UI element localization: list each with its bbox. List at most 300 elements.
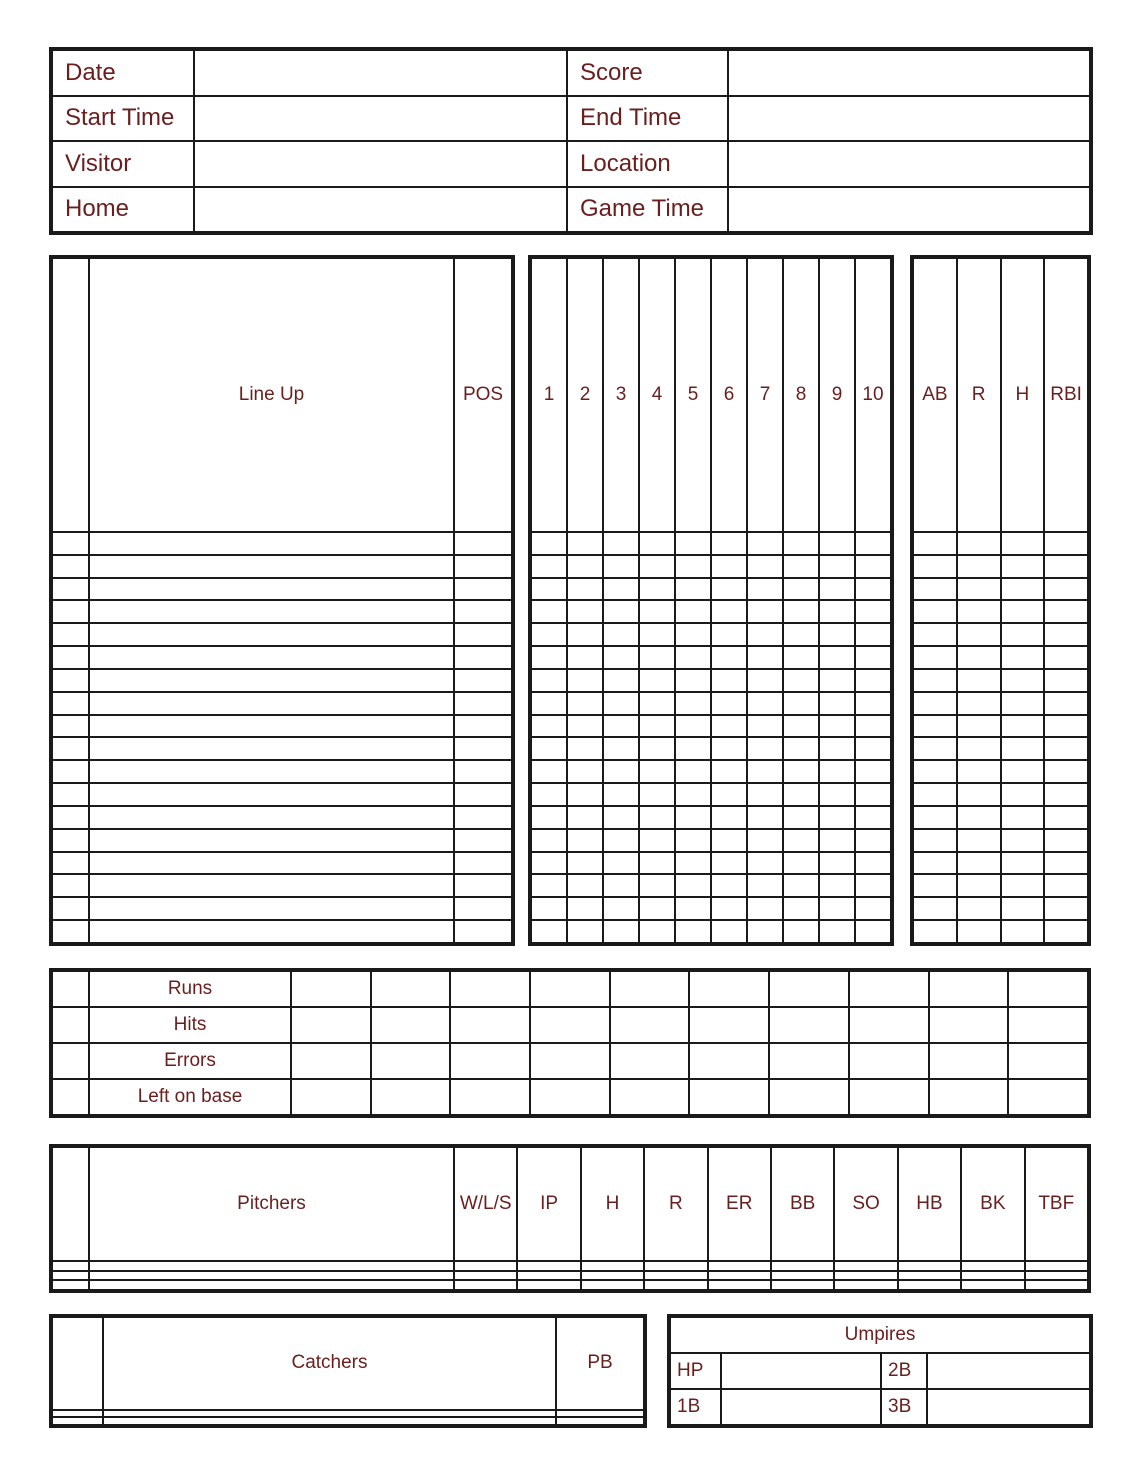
- at-bat-cell[interactable]: [711, 829, 747, 852]
- position-field[interactable]: [454, 715, 512, 738]
- totals-inning-cell[interactable]: [769, 1043, 849, 1079]
- at-bat-cell[interactable]: [675, 897, 711, 920]
- pitcher-name-field[interactable]: [89, 1280, 454, 1290]
- stat-cell[interactable]: [957, 600, 1001, 623]
- stat-cell[interactable]: [913, 715, 957, 738]
- pitching-stat-cell[interactable]: [581, 1280, 644, 1290]
- pitching-stat-cell[interactable]: [771, 1271, 834, 1281]
- totals-inning-cell[interactable]: [929, 1043, 1009, 1079]
- player-name-field[interactable]: [89, 874, 454, 897]
- at-bat-cell[interactable]: [567, 737, 603, 760]
- batting-order-cell[interactable]: [52, 897, 89, 920]
- at-bat-cell[interactable]: [531, 874, 567, 897]
- at-bat-cell[interactable]: [711, 669, 747, 692]
- at-bat-cell[interactable]: [855, 555, 891, 578]
- at-bat-cell[interactable]: [783, 646, 819, 669]
- at-bat-cell[interactable]: [603, 897, 639, 920]
- position-field[interactable]: [454, 669, 512, 692]
- at-bat-cell[interactable]: [747, 600, 783, 623]
- stat-cell[interactable]: [1001, 692, 1045, 715]
- at-bat-cell[interactable]: [819, 578, 855, 601]
- pitching-stat-cell[interactable]: [898, 1261, 961, 1271]
- player-name-field[interactable]: [89, 600, 454, 623]
- pitching-stat-cell[interactable]: [581, 1261, 644, 1271]
- at-bat-cell[interactable]: [711, 806, 747, 829]
- position-field[interactable]: [454, 646, 512, 669]
- at-bat-cell[interactable]: [531, 829, 567, 852]
- at-bat-cell[interactable]: [747, 760, 783, 783]
- at-bat-cell[interactable]: [567, 874, 603, 897]
- totals-inning-cell[interactable]: [371, 971, 451, 1007]
- at-bat-cell[interactable]: [675, 783, 711, 806]
- at-bat-cell[interactable]: [567, 829, 603, 852]
- at-bat-cell[interactable]: [711, 897, 747, 920]
- totals-team-cell[interactable]: [52, 971, 89, 1007]
- pitcher-number-cell[interactable]: [52, 1261, 89, 1271]
- at-bat-cell[interactable]: [711, 578, 747, 601]
- at-bat-cell[interactable]: [531, 646, 567, 669]
- at-bat-cell[interactable]: [639, 600, 675, 623]
- at-bat-cell[interactable]: [639, 646, 675, 669]
- pitching-stat-cell[interactable]: [1025, 1280, 1088, 1290]
- stat-cell[interactable]: [1044, 578, 1088, 601]
- stat-cell[interactable]: [957, 715, 1001, 738]
- stat-cell[interactable]: [913, 555, 957, 578]
- game-info-value-field[interactable]: [728, 187, 1090, 233]
- at-bat-cell[interactable]: [531, 897, 567, 920]
- at-bat-cell[interactable]: [747, 920, 783, 943]
- stat-cell[interactable]: [1001, 600, 1045, 623]
- at-bat-cell[interactable]: [819, 715, 855, 738]
- at-bat-cell[interactable]: [639, 806, 675, 829]
- pitching-stat-cell[interactable]: [517, 1261, 580, 1271]
- stat-cell[interactable]: [957, 920, 1001, 943]
- at-bat-cell[interactable]: [603, 623, 639, 646]
- player-name-field[interactable]: [89, 760, 454, 783]
- totals-inning-cell[interactable]: [450, 1043, 530, 1079]
- totals-inning-cell[interactable]: [849, 1043, 929, 1079]
- totals-inning-cell[interactable]: [849, 971, 929, 1007]
- pitching-stat-cell[interactable]: [708, 1261, 771, 1271]
- stat-cell[interactable]: [1001, 669, 1045, 692]
- at-bat-cell[interactable]: [675, 646, 711, 669]
- at-bat-cell[interactable]: [711, 852, 747, 875]
- totals-team-cell[interactable]: [52, 1043, 89, 1079]
- at-bat-cell[interactable]: [675, 578, 711, 601]
- at-bat-cell[interactable]: [639, 669, 675, 692]
- at-bat-cell[interactable]: [711, 737, 747, 760]
- at-bat-cell[interactable]: [855, 783, 891, 806]
- stat-cell[interactable]: [913, 852, 957, 875]
- at-bat-cell[interactable]: [819, 829, 855, 852]
- stat-cell[interactable]: [1001, 578, 1045, 601]
- at-bat-cell[interactable]: [567, 623, 603, 646]
- pitching-stat-cell[interactable]: [517, 1280, 580, 1290]
- pitching-stat-cell[interactable]: [454, 1261, 517, 1271]
- batting-order-cell[interactable]: [52, 783, 89, 806]
- player-name-field[interactable]: [89, 715, 454, 738]
- at-bat-cell[interactable]: [567, 920, 603, 943]
- totals-inning-cell[interactable]: [929, 1007, 1009, 1043]
- at-bat-cell[interactable]: [675, 692, 711, 715]
- at-bat-cell[interactable]: [603, 874, 639, 897]
- batting-order-cell[interactable]: [52, 555, 89, 578]
- stat-cell[interactable]: [1044, 760, 1088, 783]
- at-bat-cell[interactable]: [747, 829, 783, 852]
- stat-cell[interactable]: [1044, 806, 1088, 829]
- at-bat-cell[interactable]: [855, 692, 891, 715]
- stat-cell[interactable]: [1044, 920, 1088, 943]
- player-name-field[interactable]: [89, 897, 454, 920]
- totals-inning-cell[interactable]: [530, 1043, 610, 1079]
- player-name-field[interactable]: [89, 829, 454, 852]
- stat-cell[interactable]: [1001, 555, 1045, 578]
- at-bat-cell[interactable]: [603, 555, 639, 578]
- at-bat-cell[interactable]: [855, 897, 891, 920]
- position-field[interactable]: [454, 806, 512, 829]
- pitching-stat-cell[interactable]: [961, 1271, 1024, 1281]
- at-bat-cell[interactable]: [603, 852, 639, 875]
- pitching-stat-cell[interactable]: [961, 1261, 1024, 1271]
- game-info-value-field[interactable]: [728, 96, 1090, 142]
- at-bat-cell[interactable]: [855, 623, 891, 646]
- totals-inning-cell[interactable]: [1008, 1043, 1088, 1079]
- stat-cell[interactable]: [913, 897, 957, 920]
- stat-cell[interactable]: [957, 555, 1001, 578]
- at-bat-cell[interactable]: [783, 897, 819, 920]
- at-bat-cell[interactable]: [567, 692, 603, 715]
- at-bat-cell[interactable]: [783, 669, 819, 692]
- at-bat-cell[interactable]: [639, 897, 675, 920]
- passed-ball-field[interactable]: [556, 1410, 644, 1418]
- at-bat-cell[interactable]: [747, 646, 783, 669]
- totals-inning-cell[interactable]: [1008, 1007, 1088, 1043]
- at-bat-cell[interactable]: [531, 600, 567, 623]
- at-bat-cell[interactable]: [675, 920, 711, 943]
- stat-cell[interactable]: [957, 737, 1001, 760]
- at-bat-cell[interactable]: [531, 806, 567, 829]
- at-bat-cell[interactable]: [711, 692, 747, 715]
- at-bat-cell[interactable]: [855, 715, 891, 738]
- stat-cell[interactable]: [1044, 852, 1088, 875]
- stat-cell[interactable]: [1001, 532, 1045, 555]
- stat-cell[interactable]: [913, 737, 957, 760]
- at-bat-cell[interactable]: [855, 669, 891, 692]
- at-bat-cell[interactable]: [747, 737, 783, 760]
- at-bat-cell[interactable]: [531, 760, 567, 783]
- stat-cell[interactable]: [913, 760, 957, 783]
- at-bat-cell[interactable]: [567, 600, 603, 623]
- stat-cell[interactable]: [1001, 920, 1045, 943]
- player-name-field[interactable]: [89, 920, 454, 943]
- at-bat-cell[interactable]: [639, 760, 675, 783]
- at-bat-cell[interactable]: [855, 806, 891, 829]
- totals-inning-cell[interactable]: [291, 1007, 371, 1043]
- at-bat-cell[interactable]: [567, 852, 603, 875]
- at-bat-cell[interactable]: [819, 646, 855, 669]
- totals-inning-cell[interactable]: [371, 1079, 451, 1115]
- at-bat-cell[interactable]: [639, 623, 675, 646]
- at-bat-cell[interactable]: [783, 852, 819, 875]
- batting-order-cell[interactable]: [52, 874, 89, 897]
- stat-cell[interactable]: [1044, 692, 1088, 715]
- at-bat-cell[interactable]: [567, 897, 603, 920]
- game-info-value-field[interactable]: [194, 141, 567, 187]
- totals-inning-cell[interactable]: [371, 1043, 451, 1079]
- at-bat-cell[interactable]: [675, 532, 711, 555]
- at-bat-cell[interactable]: [855, 737, 891, 760]
- at-bat-cell[interactable]: [531, 692, 567, 715]
- at-bat-cell[interactable]: [711, 555, 747, 578]
- player-name-field[interactable]: [89, 783, 454, 806]
- player-name-field[interactable]: [89, 669, 454, 692]
- at-bat-cell[interactable]: [639, 737, 675, 760]
- at-bat-cell[interactable]: [783, 874, 819, 897]
- at-bat-cell[interactable]: [639, 852, 675, 875]
- at-bat-cell[interactable]: [603, 920, 639, 943]
- at-bat-cell[interactable]: [747, 897, 783, 920]
- pitcher-name-field[interactable]: [89, 1271, 454, 1281]
- stat-cell[interactable]: [913, 623, 957, 646]
- player-name-field[interactable]: [89, 692, 454, 715]
- stat-cell[interactable]: [913, 692, 957, 715]
- position-field[interactable]: [454, 829, 512, 852]
- position-field[interactable]: [454, 874, 512, 897]
- stat-cell[interactable]: [913, 578, 957, 601]
- passed-ball-field[interactable]: [556, 1417, 644, 1425]
- position-field[interactable]: [454, 692, 512, 715]
- stat-cell[interactable]: [957, 829, 1001, 852]
- player-name-field[interactable]: [89, 578, 454, 601]
- stat-cell[interactable]: [1001, 829, 1045, 852]
- at-bat-cell[interactable]: [747, 874, 783, 897]
- totals-inning-cell[interactable]: [689, 1007, 769, 1043]
- catcher-name-field[interactable]: [103, 1417, 556, 1425]
- pitcher-number-cell[interactable]: [52, 1280, 89, 1290]
- at-bat-cell[interactable]: [603, 532, 639, 555]
- at-bat-cell[interactable]: [747, 806, 783, 829]
- stat-cell[interactable]: [1044, 737, 1088, 760]
- at-bat-cell[interactable]: [819, 897, 855, 920]
- pitching-stat-cell[interactable]: [898, 1271, 961, 1281]
- at-bat-cell[interactable]: [567, 532, 603, 555]
- at-bat-cell[interactable]: [639, 532, 675, 555]
- at-bat-cell[interactable]: [855, 829, 891, 852]
- stat-cell[interactable]: [957, 874, 1001, 897]
- at-bat-cell[interactable]: [639, 715, 675, 738]
- position-field[interactable]: [454, 783, 512, 806]
- umpire-1b-field[interactable]: [721, 1389, 881, 1425]
- at-bat-cell[interactable]: [603, 737, 639, 760]
- totals-inning-cell[interactable]: [450, 971, 530, 1007]
- at-bat-cell[interactable]: [531, 737, 567, 760]
- at-bat-cell[interactable]: [819, 760, 855, 783]
- stat-cell[interactable]: [1001, 874, 1045, 897]
- at-bat-cell[interactable]: [783, 692, 819, 715]
- totals-inning-cell[interactable]: [610, 1007, 690, 1043]
- at-bat-cell[interactable]: [783, 737, 819, 760]
- at-bat-cell[interactable]: [747, 669, 783, 692]
- stat-cell[interactable]: [957, 852, 1001, 875]
- at-bat-cell[interactable]: [675, 852, 711, 875]
- stat-cell[interactable]: [913, 646, 957, 669]
- stat-cell[interactable]: [913, 806, 957, 829]
- totals-inning-cell[interactable]: [291, 1043, 371, 1079]
- position-field[interactable]: [454, 532, 512, 555]
- pitching-stat-cell[interactable]: [771, 1261, 834, 1271]
- at-bat-cell[interactable]: [603, 692, 639, 715]
- batting-order-cell[interactable]: [52, 623, 89, 646]
- totals-inning-cell[interactable]: [1008, 1079, 1088, 1115]
- at-bat-cell[interactable]: [567, 646, 603, 669]
- stat-cell[interactable]: [1044, 623, 1088, 646]
- stat-cell[interactable]: [957, 692, 1001, 715]
- at-bat-cell[interactable]: [639, 692, 675, 715]
- stat-cell[interactable]: [957, 783, 1001, 806]
- batting-order-cell[interactable]: [52, 829, 89, 852]
- stat-cell[interactable]: [1001, 760, 1045, 783]
- position-field[interactable]: [454, 555, 512, 578]
- at-bat-cell[interactable]: [855, 852, 891, 875]
- stat-cell[interactable]: [957, 897, 1001, 920]
- pitching-stat-cell[interactable]: [454, 1280, 517, 1290]
- pitching-stat-cell[interactable]: [644, 1261, 707, 1271]
- at-bat-cell[interactable]: [675, 760, 711, 783]
- batting-order-cell[interactable]: [52, 578, 89, 601]
- at-bat-cell[interactable]: [639, 783, 675, 806]
- at-bat-cell[interactable]: [567, 783, 603, 806]
- catcher-number-cell[interactable]: [52, 1410, 103, 1418]
- position-field[interactable]: [454, 920, 512, 943]
- pitching-stat-cell[interactable]: [771, 1280, 834, 1290]
- totals-inning-cell[interactable]: [849, 1079, 929, 1115]
- pitching-stat-cell[interactable]: [644, 1280, 707, 1290]
- totals-inning-cell[interactable]: [610, 1079, 690, 1115]
- at-bat-cell[interactable]: [783, 600, 819, 623]
- game-info-value-field[interactable]: [194, 96, 567, 142]
- batting-order-cell[interactable]: [52, 920, 89, 943]
- pitching-stat-cell[interactable]: [454, 1271, 517, 1281]
- at-bat-cell[interactable]: [855, 760, 891, 783]
- at-bat-cell[interactable]: [567, 555, 603, 578]
- totals-inning-cell[interactable]: [530, 1007, 610, 1043]
- stat-cell[interactable]: [1001, 737, 1045, 760]
- game-info-value-field[interactable]: [194, 187, 567, 233]
- player-name-field[interactable]: [89, 532, 454, 555]
- stat-cell[interactable]: [957, 760, 1001, 783]
- totals-inning-cell[interactable]: [929, 971, 1009, 1007]
- position-field[interactable]: [454, 578, 512, 601]
- stat-cell[interactable]: [957, 532, 1001, 555]
- position-field[interactable]: [454, 623, 512, 646]
- at-bat-cell[interactable]: [711, 715, 747, 738]
- stat-cell[interactable]: [1044, 829, 1088, 852]
- totals-inning-cell[interactable]: [450, 1079, 530, 1115]
- stat-cell[interactable]: [913, 783, 957, 806]
- position-field[interactable]: [454, 600, 512, 623]
- stat-cell[interactable]: [1044, 715, 1088, 738]
- pitching-stat-cell[interactable]: [1025, 1261, 1088, 1271]
- at-bat-cell[interactable]: [603, 600, 639, 623]
- stat-cell[interactable]: [913, 600, 957, 623]
- at-bat-cell[interactable]: [711, 532, 747, 555]
- stat-cell[interactable]: [1001, 806, 1045, 829]
- game-info-value-field[interactable]: [194, 50, 567, 96]
- stat-cell[interactable]: [1044, 874, 1088, 897]
- totals-inning-cell[interactable]: [1008, 971, 1088, 1007]
- batting-order-cell[interactable]: [52, 669, 89, 692]
- at-bat-cell[interactable]: [531, 783, 567, 806]
- totals-inning-cell[interactable]: [530, 1079, 610, 1115]
- at-bat-cell[interactable]: [783, 578, 819, 601]
- batting-order-cell[interactable]: [52, 715, 89, 738]
- stat-cell[interactable]: [1001, 646, 1045, 669]
- at-bat-cell[interactable]: [819, 692, 855, 715]
- at-bat-cell[interactable]: [819, 806, 855, 829]
- at-bat-cell[interactable]: [819, 852, 855, 875]
- stat-cell[interactable]: [1044, 783, 1088, 806]
- stat-cell[interactable]: [913, 920, 957, 943]
- at-bat-cell[interactable]: [747, 555, 783, 578]
- at-bat-cell[interactable]: [711, 760, 747, 783]
- totals-inning-cell[interactable]: [769, 971, 849, 1007]
- totals-inning-cell[interactable]: [530, 971, 610, 1007]
- stat-cell[interactable]: [1044, 897, 1088, 920]
- batting-order-cell[interactable]: [52, 692, 89, 715]
- at-bat-cell[interactable]: [855, 578, 891, 601]
- at-bat-cell[interactable]: [747, 532, 783, 555]
- at-bat-cell[interactable]: [819, 555, 855, 578]
- player-name-field[interactable]: [89, 555, 454, 578]
- totals-inning-cell[interactable]: [769, 1007, 849, 1043]
- at-bat-cell[interactable]: [819, 532, 855, 555]
- at-bat-cell[interactable]: [711, 874, 747, 897]
- at-bat-cell[interactable]: [783, 920, 819, 943]
- stat-cell[interactable]: [1044, 669, 1088, 692]
- pitcher-number-cell[interactable]: [52, 1271, 89, 1281]
- at-bat-cell[interactable]: [675, 555, 711, 578]
- totals-inning-cell[interactable]: [689, 971, 769, 1007]
- batting-order-cell[interactable]: [52, 737, 89, 760]
- stat-cell[interactable]: [913, 874, 957, 897]
- at-bat-cell[interactable]: [855, 532, 891, 555]
- stat-cell[interactable]: [1044, 646, 1088, 669]
- totals-inning-cell[interactable]: [610, 971, 690, 1007]
- at-bat-cell[interactable]: [855, 874, 891, 897]
- at-bat-cell[interactable]: [819, 600, 855, 623]
- at-bat-cell[interactable]: [639, 829, 675, 852]
- at-bat-cell[interactable]: [783, 829, 819, 852]
- at-bat-cell[interactable]: [567, 715, 603, 738]
- pitching-stat-cell[interactable]: [517, 1271, 580, 1281]
- pitching-stat-cell[interactable]: [1025, 1271, 1088, 1281]
- stat-cell[interactable]: [957, 578, 1001, 601]
- batting-order-cell[interactable]: [52, 806, 89, 829]
- player-name-field[interactable]: [89, 806, 454, 829]
- at-bat-cell[interactable]: [603, 646, 639, 669]
- pitching-stat-cell[interactable]: [898, 1280, 961, 1290]
- at-bat-cell[interactable]: [747, 578, 783, 601]
- at-bat-cell[interactable]: [675, 874, 711, 897]
- at-bat-cell[interactable]: [855, 920, 891, 943]
- at-bat-cell[interactable]: [675, 669, 711, 692]
- at-bat-cell[interactable]: [603, 783, 639, 806]
- at-bat-cell[interactable]: [675, 623, 711, 646]
- at-bat-cell[interactable]: [675, 737, 711, 760]
- batting-order-cell[interactable]: [52, 760, 89, 783]
- at-bat-cell[interactable]: [639, 578, 675, 601]
- at-bat-cell[interactable]: [711, 920, 747, 943]
